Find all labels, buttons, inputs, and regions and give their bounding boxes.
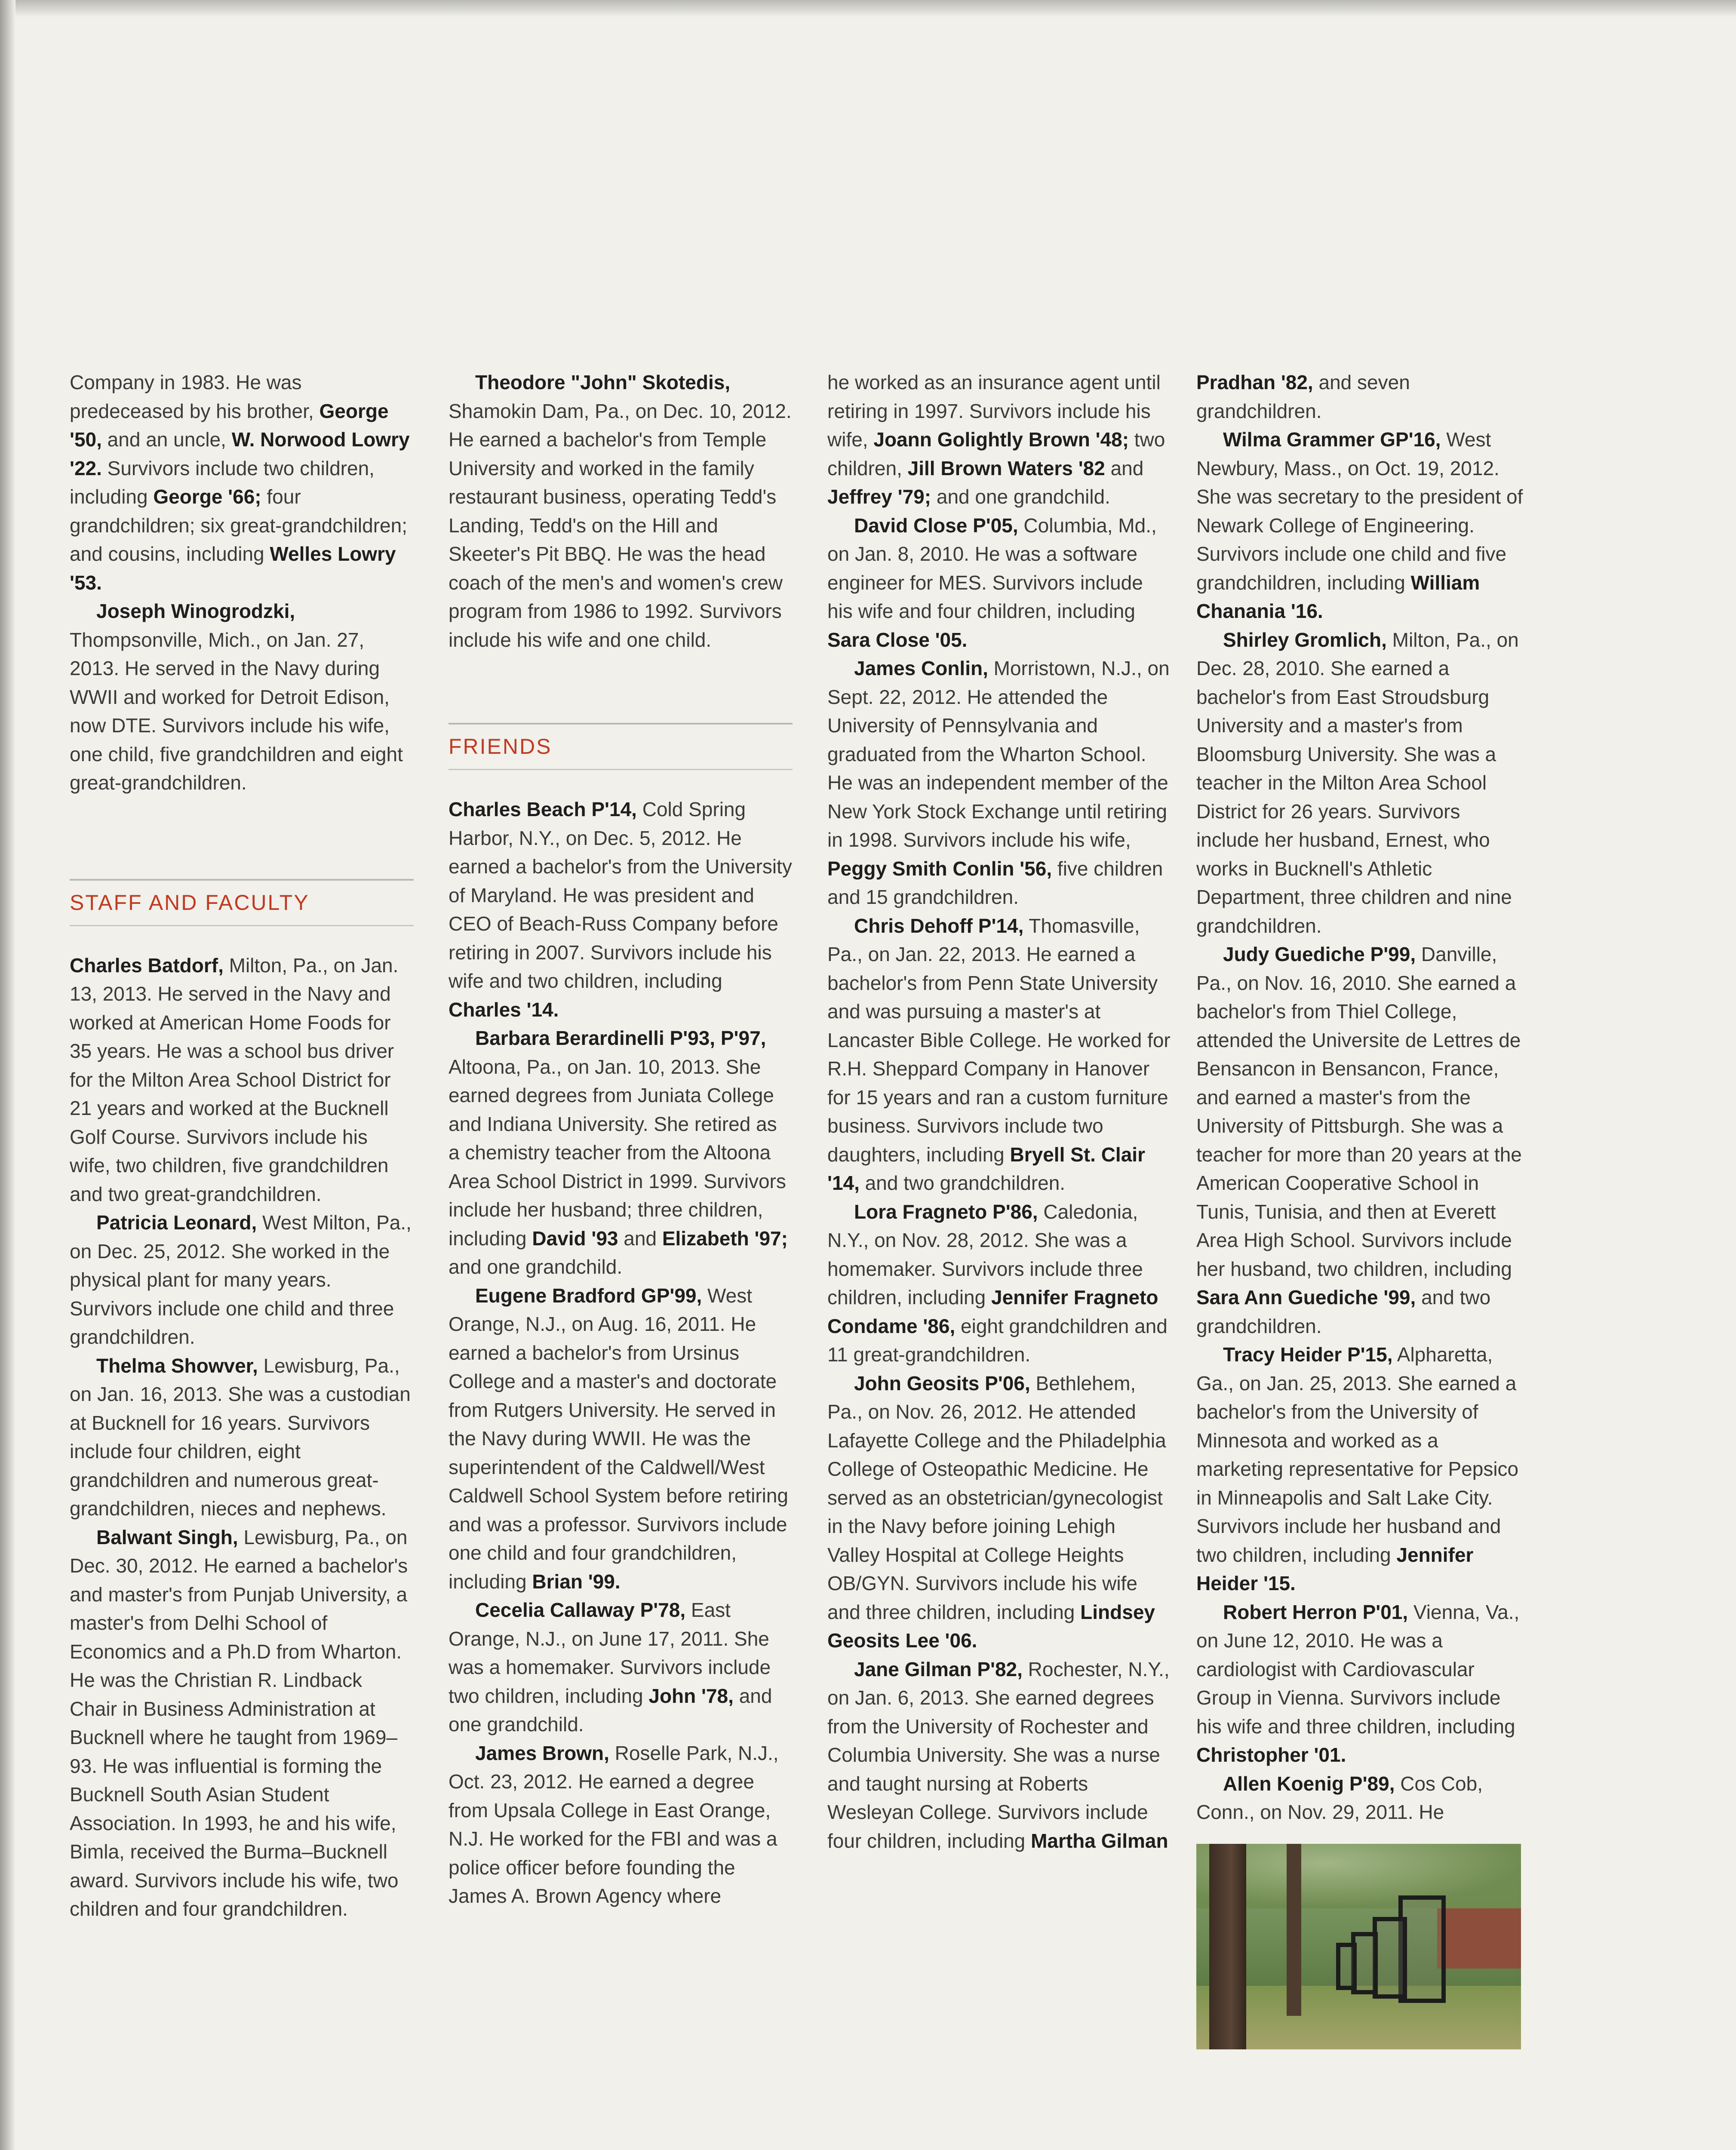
obituary-entry: Joseph Winogrodzki, Thompsonville, Mich., on Jan. 27, 2013. He served in the Navy during WWII and worked for Detroit Edison, now DTE. Survivors include his wife, one child, five grandchildren and eight great-grandchildren. <box>70 600 403 794</box>
obituary-entry: Shirley Gromlich, Milton, Pa., on Dec. 28, 2010. She earned a bachelor's from East Stroudsburg University and a master's from Bloomsburg University. She was a teacher in the Milton Area School District for 26 years. Survivors include her husband, Ernest, who works in Bucknell's Athletic Department, three children and nine grandchildren. <box>1196 628 1519 937</box>
person-name: David '93 <box>532 1227 618 1250</box>
person-name: Lora Fragneto P'86, <box>854 1200 1038 1223</box>
obituary-entry: James Brown, Roselle Park, N.J., Oct. 23, 2012. He earned a degree from Upsala College in East Orange, N.J. He worked for the FBI and was a police officer before founding the James A. Brown Agency where <box>449 1742 779 1907</box>
person-name: Jennifer Heider '15. <box>1196 1543 1474 1594</box>
obituary-entry: Charles Beach P'14, Cold Spring Harbor, N.Y., on Dec. 5, 2012. He earned a bachelor's from the University of Maryland. He was president and CEO of Beach-Russ Company before retiring in 2007. Survivors include his wife and two children, including Charles '14. <box>449 798 792 1021</box>
person-name: Lindsey Geosits Lee '06. <box>827 1600 1155 1652</box>
obituary-entry: Chris Dehoff P'14, Thomasville, Pa., on Jan. 22, 2013. He earned a bachelor's from Penn State University and was pursuing a master's at Lancaster Bible College. He worked for R.H. Sheppard Company in Hanover for 15 years and ran a custom furniture business. Survivors include two daughters, including Bryell St. Clair '14, and two grandchildren. <box>827 914 1171 1194</box>
person-name: Thelma Showver, <box>96 1354 258 1377</box>
person-name: Tracy Heider P'15, <box>1223 1343 1393 1366</box>
obituary-entry: Jane Gilman P'82, Rochester, N.Y., on Jan. 6, 2013. She earned degrees from the University of Rochester and Columbia University. She was a nurse and taught nursing at Roberts Wesleyan College. Survivors include four children, including Martha Gilman <box>827 1658 1170 1852</box>
person-name: Patricia Leonard, <box>96 1211 257 1234</box>
scan-shadow-left <box>0 0 15 2150</box>
campus-sculpture-photo <box>1196 1844 1521 2049</box>
tree-trunk <box>1209 1844 1246 2049</box>
person-name: Peggy Smith Conlin '56, <box>827 857 1052 880</box>
person-name: Jennifer Fragneto Condame '86, <box>827 1286 1158 1337</box>
obituary-entry: Tracy Heider P'15, Alpharetta, Ga., on Jan. 25, 2013. She earned a bachelor's from the University of Minnesota and worked as a marketing representative for Pepsico in Minneapolis and Salt Lake City. Survivors include her husband and two children, including Jennifer Heider '15. <box>1196 1343 1519 1594</box>
obituary-entry: Charles Batdorf, Milton, Pa., on Jan. 13, 2013. He served in the Navy and worked at American Home Foods for 35 years. He was a school bus driver for the Milton Area School District for 21 years and worked at the Bucknell Golf Course. Survivors include his wife, two children, five grandchildren and two great-grandchildren. <box>70 954 399 1205</box>
person-name: Allen Koenig P'89, <box>1223 1772 1395 1795</box>
person-name: Judy Guediche P'99, <box>1223 943 1416 965</box>
obituary-entry: Patricia Leonard, West Milton, Pa., on Dec. 25, 2012. She worked in the physical plant for many years. Survivors include one child and three grandchildren. <box>70 1211 412 1348</box>
section-heading-staff-faculty: STAFF AND FACULTY <box>70 879 414 924</box>
column-1 <box>70 368 414 1923</box>
obituary-entry: Thelma Showver, Lewisburg, Pa., on Jan. 16, 2013. She was a custodian at Bucknell for 16 years. Survivors include four children, eight grandchildren and numerous great-grandchildren, nieces and nephews. <box>70 1354 411 1520</box>
person-name: David Close P'05, <box>854 514 1018 537</box>
person-name: James Brown, <box>475 1742 609 1764</box>
person-name: Jeffrey '79; <box>827 485 931 508</box>
column-4 <box>1196 368 1523 2049</box>
column-2 <box>449 368 793 1910</box>
person-name: Balwant Singh, <box>96 1526 238 1548</box>
obituary-continued: Company in 1983. He was predeceased by his brother, George '50, and an uncle, W. Norwood Lowry '22. Survivors include two children, including George '66; four grandchildren; six great-grandchildren; and cousins, including Welles Lowry '53. <box>70 371 410 594</box>
obituary-entry: Barbara Berardinelli P'93, P'97, Altoona, Pa., on Jan. 10, 2013. She earned degrees from Juniata College and Indiana University. She retired as a chemistry teacher from the Altoona Area School District in 1999. Survivors include her husband; three children, including David '93 and Elizabeth '97; and one grandchild. <box>449 1027 788 1278</box>
obituary-entry: Balwant Singh, Lewisburg, Pa., on Dec. 30, 2012. He earned a bachelor's and master's from Punjab University, a master's from Delhi School of Economics and a Ph.D from Wharton. He was the Christian R. Lindback Chair in Business Administration at Bucknell where he taught from 1969–93. He was influential is forming the Bucknell South Asian Student Association. In 1993, he and his wife, Bimla, received the Burma–Bucknell award. Survivors include his wife, two children and four grandchildren. <box>70 1526 408 1920</box>
person-name: Charles '14. <box>449 998 559 1021</box>
person-name: Cecelia Callaway P'78, <box>475 1599 686 1621</box>
obituary-entry: Cecelia Callaway P'78, East Orange, N.J., on June 17, 2011. She was a homemaker. Survivors include two children, including John '78, and one grandchild. <box>449 1599 772 1735</box>
person-name: Theodore "John" Skotedis, <box>475 371 731 393</box>
obituary-entry: Robert Herron P'01, Vienna, Va., on June 12, 2010. He was a cardiologist with Cardiovascular Group in Vienna. Survivors include his wife and three children, including Christopher '01. <box>1196 1600 1520 1766</box>
person-name: Eugene Bradford GP'99, <box>475 1284 702 1307</box>
section-rule <box>70 925 414 926</box>
obituary-entry: Theodore "John" Skotedis, Shamokin Dam, Pa., on Dec. 10, 2012. He earned a bachelor's from Temple University and worked in the family restaurant business, operating Tedd's Landing, Tedd's on the Hill and Skeeter's Pit BBQ. He was the head coach of the men's and women's crew program from 1986 to 1992. Survivors include his wife and one child. <box>449 371 792 651</box>
person-name: James Conlin, <box>854 657 988 679</box>
tree-trunk <box>1287 1844 1301 2016</box>
person-name: Pradhan '82, <box>1196 371 1313 393</box>
person-name: Martha Gilman <box>1031 1829 1168 1852</box>
obituary-continued: he worked as an insurance agent until retiring in 1997. Survivors include his wife, Joann Golightly Brown '48; two children, Jill Brown Waters '82 and Jeffrey '79; and one grandchild. <box>827 371 1165 508</box>
person-name: Joseph Winogrodzki, <box>96 600 295 622</box>
person-name: Wilma Grammer GP'16, <box>1223 428 1441 451</box>
person-name: Joann Golightly Brown '48; <box>873 428 1129 451</box>
person-name: Bryell St. Clair '14, <box>827 1143 1145 1194</box>
column-3 <box>827 368 1171 1855</box>
sculpture-frame <box>1336 1943 1357 1990</box>
person-name: Shirley Gromlich, <box>1223 628 1387 651</box>
obituary-entry: Eugene Bradford GP'99, West Orange, N.J., on Aug. 16, 2011. He earned a bachelor's from Ursinus College and a master's and doctorate from Rutgers University. He served in the Navy during WWII. He was the superintendent of the Caldwell/West Caldwell School System before retiring and was a professor. Survivors include one child and four grandchildren, including Brian '99. <box>449 1284 789 1593</box>
obituary-entry: John Geosits P'06, Bethlehem, Pa., on Nov. 26, 2012. He attended Lafayette College and the Philadelphia College of Osteopathic Medicine. He served as an obstetrician/gynecologist in the Navy before joining Lehigh Valley Hospital at College Heights OB/GYN. Survivors include his wife and three children, including Lindsey Geosits Lee '06. <box>827 1372 1166 1652</box>
person-name: Sara Close '05. <box>827 628 968 651</box>
person-name: George '50, <box>70 399 389 451</box>
person-name: W. Norwood Lowry '22. <box>70 428 410 479</box>
obituary-entry: David Close P'05, Columbia, Md., on Jan. 8, 2010. He was a software engineer for MES. Survivors include his wife and four children, including Sara Close '05. <box>827 514 1157 651</box>
person-name: George '66; <box>153 485 261 508</box>
obituary-entry: Lora Fragneto P'86, Caledonia, N.Y., on Nov. 28, 2012. She was a homemaker. Survivors include three children, including Jennifer Fragneto Condame '86, eight grandchildren and 11 great-grandchildren. <box>827 1200 1168 1366</box>
person-name: Charles Batdorf, <box>70 954 224 977</box>
person-name: John '78, <box>648 1684 734 1707</box>
person-name: Charles Beach P'14, <box>449 798 637 820</box>
sculpture-frame <box>1373 1917 1407 1999</box>
brick-building <box>1437 1908 1521 1969</box>
section-rule <box>449 769 793 770</box>
person-name: Sara Ann Guediche '99, <box>1196 1286 1416 1308</box>
person-name: Welles Lowry '53. <box>70 543 396 594</box>
person-name: William Chanania '16. <box>1196 571 1480 622</box>
scan-shadow-top <box>0 0 1736 17</box>
person-name: Jane Gilman P'82, <box>854 1658 1023 1680</box>
person-name: Elizabeth '97; <box>662 1227 788 1250</box>
person-name: Chris Dehoff P'14, <box>854 914 1024 937</box>
person-name: Barbara Berardinelli P'93, P'97, <box>475 1027 766 1049</box>
person-name: Brian '99. <box>532 1570 621 1593</box>
section-heading-friends: FRIENDS <box>449 723 793 768</box>
obituary-entry: Wilma Grammer GP'16, West Newbury, Mass., on Oct. 19, 2012. She was secretary to the president of Newark College of Engineering. Survivors include one child and five grandchildren, including William Chanania '16. <box>1196 428 1523 622</box>
person-name: Christopher '01. <box>1196 1744 1346 1766</box>
person-name: John Geosits P'06, <box>854 1372 1030 1394</box>
person-name: Jill Brown Waters '82 <box>907 457 1105 479</box>
obituary-entry: Allen Koenig P'89, Cos Cob, Conn., on Nov. 29, 2011. He <box>1196 1772 1483 1823</box>
person-name: Robert Herron P'01, <box>1223 1600 1408 1623</box>
obituary-entry: Judy Guediche P'99, Danville, Pa., on Nov. 16, 2010. She earned a bachelor's from Thiel College, attended the Universite de Lettres de Bensancon in Bensancon, France, and earned a master's from the University of Pittsburgh. She was a teacher for more than 20 years at the American Cooperative School in Tunis, Tunisia, and then at Everett Area High School. Survivors include her husband, two children, including Sara Ann Guediche '99, and two grandchildren. <box>1196 943 1522 1337</box>
obituary-continued: Pradhan '82, and seven grandchildren. <box>1196 371 1410 422</box>
obituary-entry: James Conlin, Morristown, N.J., on Sept. 22, 2012. He attended the University of Pennsylvania and graduated from the Wharton School. He was an independent member of the New York Stock Exchange until retiring in 1998. Survivors include his wife, Peggy Smith Conlin '56, five children and 15 grandchildren. <box>827 657 1170 908</box>
